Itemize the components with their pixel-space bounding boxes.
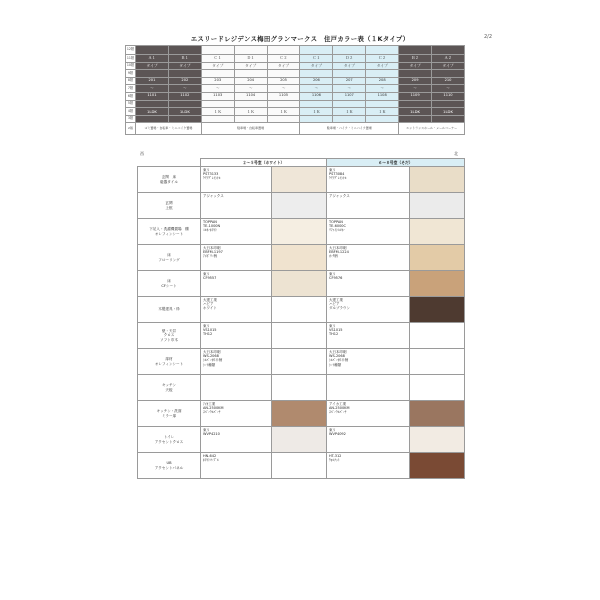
unit-cell: 201 bbox=[136, 77, 169, 85]
left-spec: 大日本印刷 EBFM-1197 ｱｲﾎﾞﾘｰ柄 bbox=[201, 245, 272, 271]
finish-row bbox=[138, 427, 465, 453]
part-name: 床 CFシート bbox=[138, 271, 201, 297]
unit-cell bbox=[399, 115, 432, 123]
unit-cell: １Ｋ bbox=[267, 108, 300, 116]
unit-cell bbox=[234, 115, 267, 123]
right-spec: 大建工業 ハピア ダルブラウン bbox=[327, 297, 410, 323]
unit-cell: 1105 bbox=[267, 92, 300, 100]
right-swatch bbox=[410, 375, 465, 401]
right-spec: HT-312 ｳｫﾙﾅｯﾄ bbox=[327, 453, 410, 479]
part-name: UB アクセントパネル bbox=[138, 453, 201, 479]
unit-cell bbox=[432, 100, 465, 108]
part-name: 壁・天井 クロス ソフト巾木 bbox=[138, 323, 201, 349]
floor-label: 11階 bbox=[126, 55, 136, 63]
unit-cell bbox=[300, 46, 333, 55]
part-name: キッチン 天板 bbox=[138, 375, 201, 401]
unit-cell: Ｂ２ bbox=[399, 55, 432, 63]
finish-row bbox=[138, 271, 465, 297]
left-swatch bbox=[272, 297, 327, 323]
unit-cell bbox=[432, 70, 465, 78]
finish-row bbox=[138, 453, 465, 479]
left-swatch bbox=[272, 323, 327, 349]
compass-north: 北 bbox=[454, 151, 458, 156]
page-number: 2/2 bbox=[484, 34, 493, 40]
unit-cell: Ｃ２ bbox=[366, 55, 399, 63]
right-swatch bbox=[410, 245, 465, 271]
left-swatch bbox=[272, 401, 327, 427]
unit-cell bbox=[168, 46, 201, 55]
unit-cell bbox=[267, 46, 300, 55]
unit-cell: タイプ bbox=[399, 62, 432, 70]
part-name: キッチン・洗面 ミラー扉 bbox=[138, 401, 201, 427]
unit-cell bbox=[136, 70, 169, 78]
blank-header bbox=[138, 159, 201, 167]
unit-cell: １Ｋ bbox=[201, 108, 234, 116]
unit-cell: 204 bbox=[234, 77, 267, 85]
right-spec bbox=[327, 375, 410, 401]
unit-cell bbox=[366, 46, 399, 55]
unit-cell bbox=[201, 100, 234, 108]
unit-cell: タイプ bbox=[366, 62, 399, 70]
unit-cell: Ａ２ bbox=[432, 55, 465, 63]
unit-cell bbox=[300, 70, 333, 78]
floor-label: 8階 bbox=[126, 77, 136, 85]
left-spec: 東リ PST3133 ｸﾘｱｸﾞﾚｲﾝﾅﾙ bbox=[201, 167, 272, 193]
unit-cell: ～ bbox=[234, 85, 267, 93]
unit-cell: 1LDK bbox=[432, 108, 465, 116]
part-name: トイレ アクセントクロス bbox=[138, 427, 201, 453]
unit-cell: １Ｋ bbox=[234, 108, 267, 116]
unit-cell: ～ bbox=[168, 85, 201, 93]
unit-cell: ～ bbox=[366, 85, 399, 93]
right-swatch bbox=[410, 297, 465, 323]
left-spec: TOPPAN TE-1000N ﾐﾙｷｰﾎﾜｲﾄ bbox=[201, 219, 272, 245]
unit-cell bbox=[234, 46, 267, 55]
unit-cell: 1LDK bbox=[168, 108, 201, 116]
unit-cell: Ａ１ bbox=[136, 55, 169, 63]
right-spec: 大日本印刷 WS-2068 ｼﾙﾊﾞｰﾎﾜｲﾄ柄 ｼｰﾄ種類 bbox=[327, 349, 410, 375]
finish-row bbox=[138, 167, 465, 193]
unit-cell: Ｃ１ bbox=[300, 55, 333, 63]
unit-cell: 1101 bbox=[136, 92, 169, 100]
unit-cell bbox=[267, 100, 300, 108]
left-spec: 東リ CF9557 bbox=[201, 271, 272, 297]
unit-cell: タイプ bbox=[234, 62, 267, 70]
unit-cell: 207 bbox=[333, 77, 366, 85]
unit-cell bbox=[136, 46, 169, 55]
left-spec: HN-642 ﾎﾜｲﾄﾏｰﾌﾞﾙ bbox=[201, 453, 272, 479]
unit-cell: タイプ bbox=[201, 62, 234, 70]
unit-cell: 1108 bbox=[366, 92, 399, 100]
right-spec: 大日本印刷 EBFM-1224 ｵｰｸ柄 bbox=[327, 245, 410, 271]
unit-cell bbox=[366, 115, 399, 123]
unit-cell bbox=[333, 100, 366, 108]
left-spec: 大建工業 ハピア ホワイト bbox=[201, 297, 272, 323]
unit-cell: 1102 bbox=[168, 92, 201, 100]
left-swatch bbox=[272, 349, 327, 375]
right-spec: 東リ VS1015 TH12 bbox=[327, 323, 410, 349]
floor-label: 3階 bbox=[126, 115, 136, 123]
unit-cell: ～ bbox=[432, 85, 465, 93]
unit-cell: タイプ bbox=[333, 62, 366, 70]
unit-cell: Ｃ１ bbox=[201, 55, 234, 63]
left-swatch bbox=[272, 271, 327, 297]
unit-cell: 208 bbox=[366, 77, 399, 85]
left-swatch bbox=[272, 193, 327, 219]
unit-cell bbox=[399, 100, 432, 108]
right-swatch bbox=[410, 193, 465, 219]
part-name: 玄関 床 磁器タイル bbox=[138, 167, 201, 193]
unit-cell: 1LDK bbox=[136, 108, 169, 116]
unit-cell: ～ bbox=[267, 85, 300, 93]
left-swatch bbox=[272, 453, 327, 479]
unit-cell bbox=[136, 115, 169, 123]
right-spec: 東リ CF9576 bbox=[327, 271, 410, 297]
unit-cell: 203 bbox=[201, 77, 234, 85]
unit-cell bbox=[201, 115, 234, 123]
unit-cell bbox=[168, 100, 201, 108]
unit-cell: ～ bbox=[399, 85, 432, 93]
part-name: 床 フローリング bbox=[138, 245, 201, 271]
column-header-right: ６～８号室（そだ） bbox=[327, 159, 465, 167]
unit-cell: 1109 bbox=[399, 92, 432, 100]
unit-cell: 1110 bbox=[432, 92, 465, 100]
part-name: 木製建具・枠 bbox=[138, 297, 201, 323]
left-swatch bbox=[272, 427, 327, 453]
unit-cell bbox=[333, 115, 366, 123]
unit-cell bbox=[300, 115, 333, 123]
right-spec: アジャックス bbox=[327, 193, 410, 219]
second-floor-area: ゴミ置場・自転車・ミニバイク置場 bbox=[136, 123, 202, 135]
right-spec: 東リ PST3084 ｸﾘｱｸﾞﾚｲﾝﾅﾙ bbox=[327, 167, 410, 193]
unit-cell bbox=[267, 70, 300, 78]
unit-cell: タイプ bbox=[136, 62, 169, 70]
unit-cell: 1104 bbox=[234, 92, 267, 100]
unit-cell: １Ｋ bbox=[300, 108, 333, 116]
left-spec: 東リ VS1015 TH12 bbox=[201, 323, 272, 349]
unit-cell: タイプ bbox=[168, 62, 201, 70]
part-name: 扉材 オレフィンシート bbox=[138, 349, 201, 375]
right-swatch bbox=[410, 427, 465, 453]
unit-cell: 1106 bbox=[300, 92, 333, 100]
finish-row bbox=[138, 375, 465, 401]
unit-cell bbox=[399, 46, 432, 55]
unit-cell: Ｂ１ bbox=[168, 55, 201, 63]
floor-label: 10階 bbox=[126, 62, 136, 70]
unit-cell: 210 bbox=[432, 77, 465, 85]
unit-cell bbox=[432, 115, 465, 123]
unit-cell: ～ bbox=[201, 85, 234, 93]
floor-label: 9階 bbox=[126, 70, 136, 78]
left-spec: アジャックス bbox=[201, 193, 272, 219]
part-name: 玄関 上框 bbox=[138, 193, 201, 219]
finish-color-table bbox=[137, 158, 465, 479]
unit-cell bbox=[201, 46, 234, 55]
unit-cell bbox=[366, 100, 399, 108]
right-spec: 東リ WVP4092 bbox=[327, 427, 410, 453]
unit-cell bbox=[333, 46, 366, 55]
right-spec: アイカ工業 AN-2500KM ｽﾊﾟｰｸﾙﾊﾞｰﾁ bbox=[327, 401, 410, 427]
second-floor-area: エントランスホール・メールコーナー bbox=[399, 123, 465, 135]
floor-label: 7階 bbox=[126, 85, 136, 93]
second-floor-area: 駐車場・自転車置場 bbox=[201, 123, 300, 135]
unit-cell bbox=[333, 70, 366, 78]
unit-cell: ～ bbox=[136, 85, 169, 93]
compass-west: 西 bbox=[140, 151, 144, 156]
floor-type-table bbox=[125, 45, 465, 135]
floor-label: 12階 bbox=[126, 46, 136, 55]
right-swatch bbox=[410, 323, 465, 349]
left-swatch bbox=[272, 245, 327, 271]
floor-label: 4階 bbox=[126, 108, 136, 116]
unit-cell: タイプ bbox=[432, 62, 465, 70]
unit-cell: 1LDK bbox=[399, 108, 432, 116]
finish-row bbox=[138, 193, 465, 219]
right-swatch bbox=[410, 453, 465, 479]
floor-label: 6階 bbox=[126, 92, 136, 100]
unit-cell bbox=[267, 115, 300, 123]
right-spec: TOPPAN TE-6000C ﾘﾌｧｲﾝﾐﾙｷｰ bbox=[327, 219, 410, 245]
right-swatch bbox=[410, 271, 465, 297]
finish-row bbox=[138, 323, 465, 349]
right-swatch bbox=[410, 167, 465, 193]
right-swatch bbox=[410, 219, 465, 245]
unit-cell bbox=[136, 100, 169, 108]
left-swatch bbox=[272, 167, 327, 193]
left-swatch bbox=[272, 219, 327, 245]
unit-cell: 205 bbox=[267, 77, 300, 85]
unit-cell bbox=[300, 100, 333, 108]
unit-cell: 1107 bbox=[333, 92, 366, 100]
unit-cell bbox=[366, 70, 399, 78]
right-swatch bbox=[410, 401, 465, 427]
unit-cell bbox=[399, 70, 432, 78]
unit-cell bbox=[432, 46, 465, 55]
page-title: エスリードレジデンス梅田グランマークス 住戸カラー表（１Kタイプ） bbox=[190, 35, 410, 43]
finish-row bbox=[138, 401, 465, 427]
unit-cell: ～ bbox=[300, 85, 333, 93]
finish-row bbox=[138, 297, 465, 323]
unit-cell bbox=[168, 70, 201, 78]
finish-row bbox=[138, 349, 465, 375]
unit-cell: Ｃ２ bbox=[267, 55, 300, 63]
column-header-left: ２～５号室（ホワイト） bbox=[201, 159, 327, 167]
left-swatch bbox=[272, 375, 327, 401]
unit-cell: 209 bbox=[399, 77, 432, 85]
second-floor-area: 駐車場・バイク・ミニバイク置場 bbox=[300, 123, 399, 135]
floor-label: 5階 bbox=[126, 100, 136, 108]
unit-cell bbox=[234, 70, 267, 78]
unit-cell: Ｄ１ bbox=[234, 55, 267, 63]
unit-cell bbox=[201, 70, 234, 78]
left-spec bbox=[201, 375, 272, 401]
unit-cell bbox=[234, 100, 267, 108]
part-name: 下足入・洗濯機置場 棚 オレフィンシート bbox=[138, 219, 201, 245]
unit-cell: タイプ bbox=[267, 62, 300, 70]
unit-cell: 1103 bbox=[201, 92, 234, 100]
unit-cell bbox=[168, 115, 201, 123]
unit-cell: Ｄ２ bbox=[333, 55, 366, 63]
unit-cell: １Ｋ bbox=[333, 108, 366, 116]
left-spec: 大日本印刷 WS-2068 ｼﾙﾊﾞｰﾎﾜｲﾄ柄 ｼｰﾄ種類 bbox=[201, 349, 272, 375]
unit-cell: 202 bbox=[168, 77, 201, 85]
floor-label: 2階 bbox=[126, 123, 136, 135]
finish-row bbox=[138, 219, 465, 245]
unit-cell: ～ bbox=[333, 85, 366, 93]
left-spec: 東リ WVP4210 bbox=[201, 427, 272, 453]
finish-row bbox=[138, 245, 465, 271]
unit-cell: １Ｋ bbox=[366, 108, 399, 116]
left-spec: ｱｲｶ工業 AN-2500KM ｽﾊﾟｰｸﾙﾊﾞｰﾁ bbox=[201, 401, 272, 427]
unit-cell: タイプ bbox=[300, 62, 333, 70]
right-swatch bbox=[410, 349, 465, 375]
unit-cell: 206 bbox=[300, 77, 333, 85]
